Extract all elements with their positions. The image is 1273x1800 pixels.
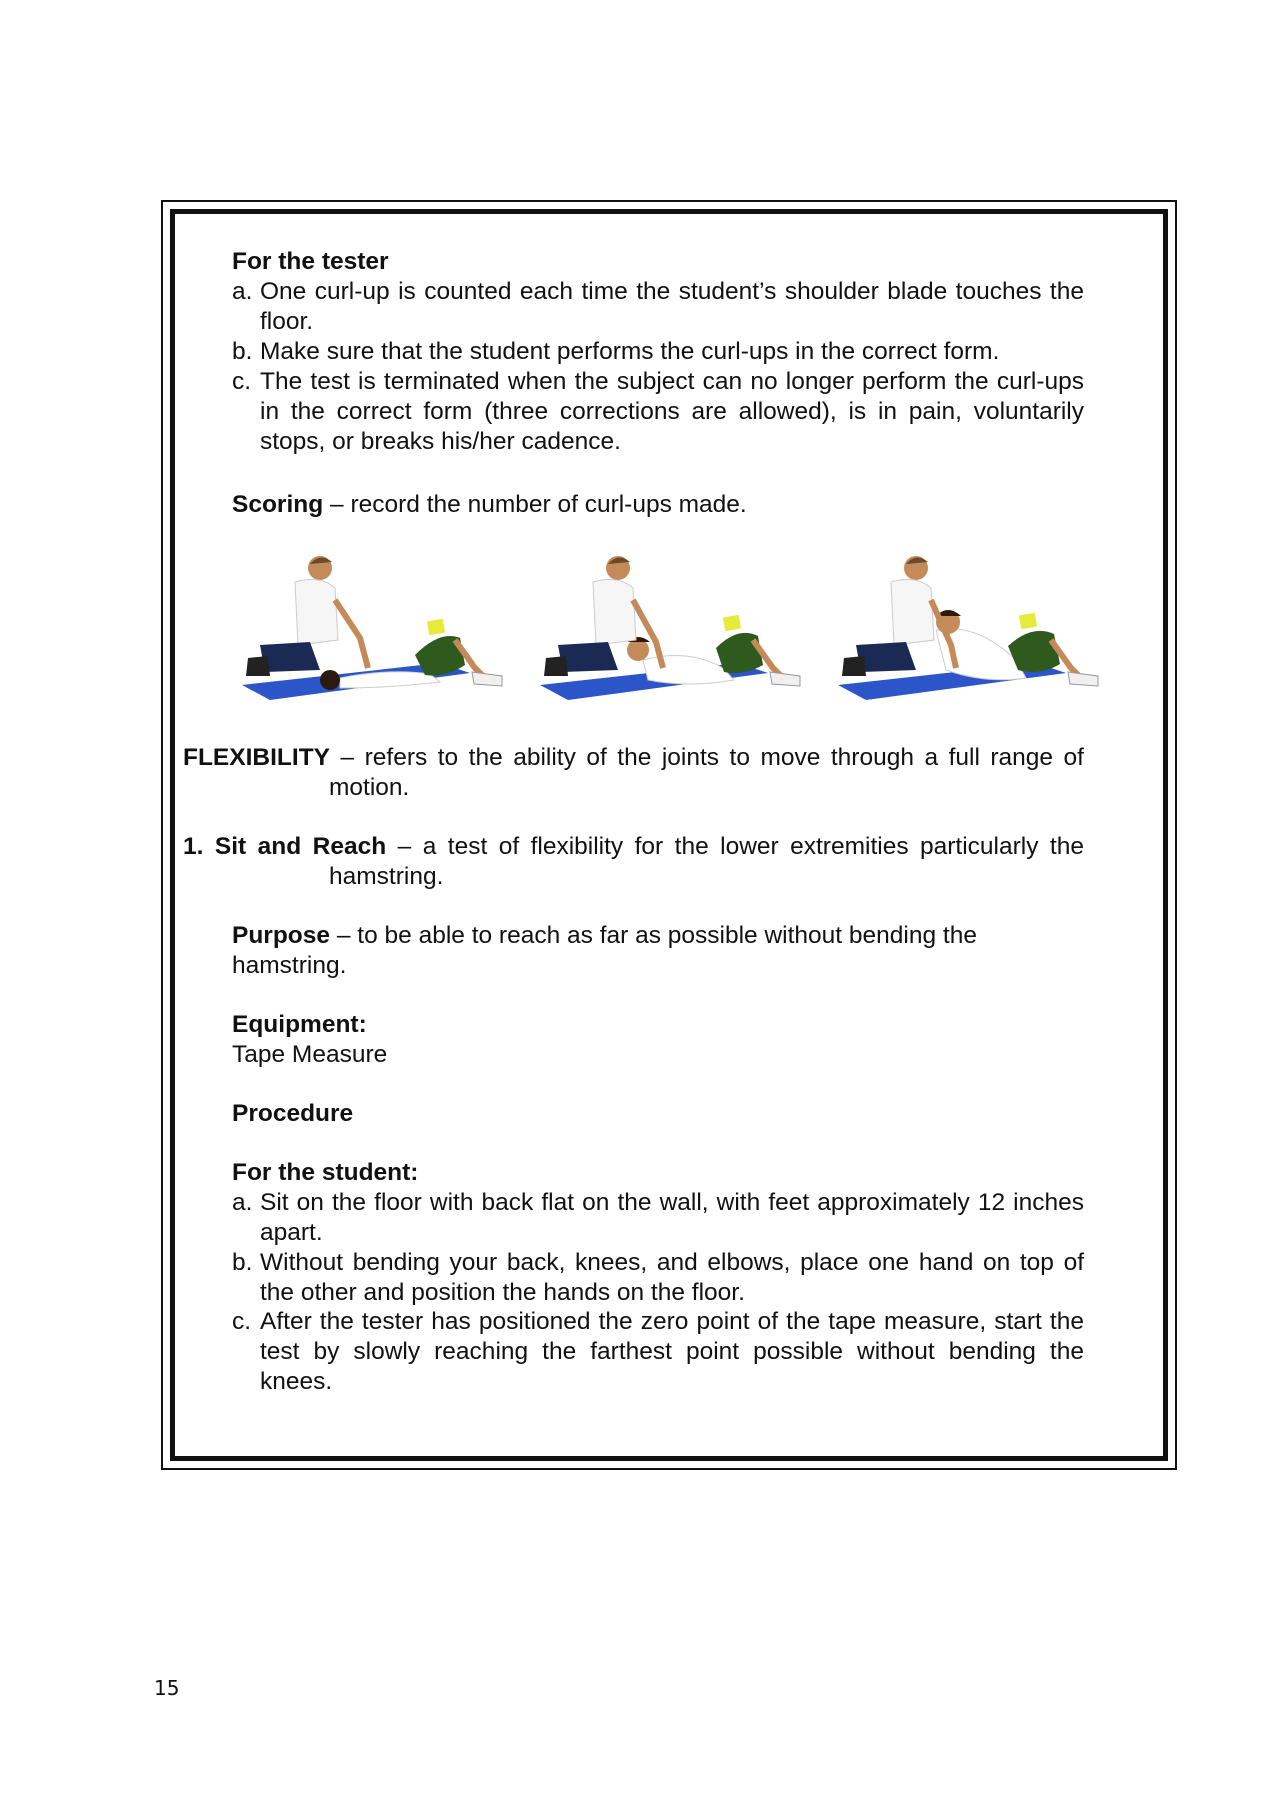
tester-heading: For the tester: [232, 248, 389, 275]
procedure-heading: Procedure: [232, 1100, 354, 1127]
curl-up-photo-3: [836, 550, 1122, 700]
list-label: c.: [232, 1308, 252, 1335]
student-item-c: [232, 1307, 1084, 1397]
equipment-value: Tape Measure: [232, 1041, 388, 1068]
list-label: b.: [232, 1249, 253, 1276]
list-text: One curl-up is counted each time the student’s shoulder blade touches the floor.: [260, 278, 1084, 335]
list-label: a.: [232, 1189, 253, 1216]
scoring-label: Scoring: [232, 491, 324, 518]
list-text: Sit on the floor with back flat on the wall, with feet approximately 12 inches apart.: [260, 1189, 1084, 1246]
student-item-b: [232, 1248, 1084, 1308]
curl-up-photo-1: [240, 550, 526, 700]
list-label: b.: [232, 338, 253, 365]
purpose-label: Purpose: [232, 922, 331, 949]
sit-reach-text-cont: hamstring.: [329, 863, 444, 890]
student-heading: For the student:: [232, 1159, 419, 1186]
list-text: Without bending your back, knees, and elbows, place one hand on top of the other and position the hands on the floor.: [260, 1249, 1084, 1306]
purpose-text-cont: hamstring.: [232, 952, 347, 979]
flexibility-label: FLEXIBILITY: [183, 744, 330, 771]
list-label: a.: [232, 278, 253, 305]
purpose-block: [232, 921, 1084, 981]
sit-reach-definition: [183, 832, 1084, 892]
scoring-line: [232, 490, 747, 520]
tester-item-a: [232, 277, 1084, 337]
flexibility-definition: [183, 743, 1084, 803]
tester-item-c: [232, 367, 1084, 457]
page-number: 15: [154, 1676, 180, 1700]
equipment-label: Equipment:: [232, 1011, 367, 1038]
list-label: c.: [232, 368, 252, 395]
flexibility-text-cont: motion.: [329, 774, 410, 801]
scoring-text: – record the number of curl-ups made.: [323, 491, 747, 518]
list-text: Make sure that the student performs the curl-ups in the correct form.: [260, 338, 1000, 365]
list-text: After the tester has positioned the zero point of the tape measure, start the test by slowly reaching the farthest point possible without bending the knees.: [260, 1308, 1084, 1395]
tester-item-b: [232, 337, 1084, 367]
sit-reach-label: 1. Sit and Reach: [183, 833, 387, 860]
purpose-text: – to be able to reach as far as possible without bending the: [330, 922, 977, 949]
list-text: The test is terminated when the subject can no longer perform the curl-ups in the correct form (three corrections are allowed), is in pain, voluntarily stops, or breaks his/her cadence.: [260, 368, 1084, 455]
student-item-a: [232, 1188, 1084, 1248]
curl-up-photo-2: [538, 550, 824, 700]
flexibility-text: – refers to the ability of the joints to move through a full range of: [330, 744, 1084, 771]
sit-reach-text: – a test of flexibility for the lower extremities particularly the: [386, 833, 1084, 860]
